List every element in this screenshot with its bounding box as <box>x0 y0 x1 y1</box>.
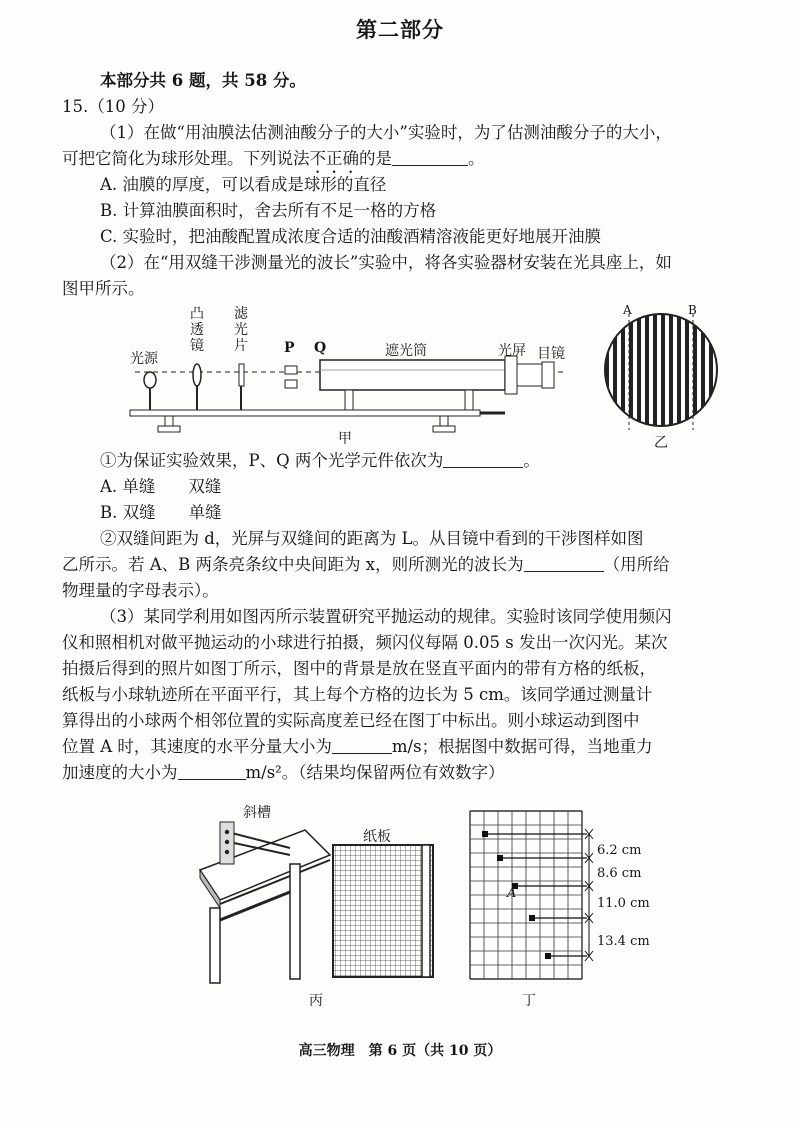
p2-sub2-line2-post: （用所给 <box>603 555 670 574</box>
p1-line2-end: 。 <box>468 149 485 168</box>
p3-line1: （3）某同学利用如图丙所示装置研究平抛运动的规律。实验时该同学使用频闪 <box>100 607 672 626</box>
p2-sub2-line2-pre: 乙所示。若 A、B 两条亮条纹中央间距为 x，则所测光的波长为 <box>62 555 524 574</box>
p2-sub2-line3: 物理量的字母表示）。 <box>62 581 219 600</box>
interference-pattern-figure <box>595 300 730 430</box>
p2-sub1 <box>100 450 540 472</box>
label-eyepiece: 目镜 <box>537 346 565 362</box>
p1-emphasis: 不正确 <box>309 149 359 168</box>
p2-sub1-text: ①为保证实验效果，P、Q 两个光学元件依次为 <box>100 451 444 470</box>
ball-position <box>482 831 488 837</box>
ball-position <box>545 953 551 959</box>
p3-line7 <box>62 762 505 784</box>
label-point-a: A <box>507 886 517 901</box>
label-height-2: 8.6 cm <box>597 866 642 881</box>
fringe-dark <box>669 310 673 430</box>
p3-line4: 纸板与小球轨迹所在平面平行，其上每个方格的边长为 5 cm。该同学通过测量计 <box>62 685 653 704</box>
p2-line1: （2）在“用双缝干涉测量光的波长”实验中，将各实验器材安装在光具座上，如 <box>100 253 672 272</box>
page-footer: 高三物理 第 6 页（共 10 页） <box>298 1043 502 1059</box>
label-height-1: 6.2 cm <box>597 843 642 858</box>
label-filter: 滤光片 <box>234 306 248 354</box>
p3-line6-mid: m/s；根据图中数据可得，当地重力 <box>391 737 653 756</box>
label-p: P <box>284 340 295 356</box>
ball-position <box>529 915 535 921</box>
p2-sub2-line1: ②双缝间距为 d，光屏与双缝间的距离为 L。从目镜中看到的干涉图样如图 <box>100 529 644 548</box>
dimension-arrow <box>585 829 593 834</box>
label-tube: 遮光筒 <box>385 343 427 359</box>
p2-sub1-end: 。 <box>523 451 540 470</box>
p2-sub1-option-a: A. 单缝 双缝 <box>100 477 222 496</box>
fringe-dark <box>661 310 665 430</box>
p1-line2 <box>62 148 485 177</box>
answer-blank-4 <box>332 737 392 754</box>
caption-ding: 丁 <box>522 993 536 1009</box>
p3-line6 <box>62 736 653 758</box>
p1-line2-pre: 可把它简化为球形处理。下列说法 <box>62 149 310 168</box>
p1-option-c: C. 实验时，把油酸配置成浓度合适的油酸酒精溶液能更好地展开油膜 <box>100 227 602 246</box>
fringe-dark <box>677 310 681 430</box>
label-board: 纸板 <box>363 829 391 845</box>
p3-line2: 仪和照相机对做平抛运动的小球进行拍摄，频闪仪每隔 0.05 s 发出一次闪光。某次 <box>62 633 668 652</box>
label-convex-lens: 凸透镜 <box>190 306 204 354</box>
fringe-dark <box>709 310 713 430</box>
p3-line7-post: m/s²。（结果均保留两位有效数字） <box>245 763 505 782</box>
p2-sub1-option-b: B. 双缝 单缝 <box>100 503 222 522</box>
p3-line7-pre: 加速度的大小为 <box>62 763 178 782</box>
p3-line3: 拍摄后得到的照片如图丁所示，图中的背景是放在竖直平面内的带有方格的纸板， <box>62 659 656 678</box>
ball-position <box>497 855 503 861</box>
caption-yi: 乙 <box>654 435 668 451</box>
projectile-apparatus-figure <box>190 800 440 990</box>
label-height-4: 13.4 cm <box>597 934 650 949</box>
fringe-dark <box>685 310 689 430</box>
label-chute: 斜槽 <box>243 805 271 821</box>
label-fringe-a: A <box>623 303 632 317</box>
question-number: 15.（10 分） <box>62 97 164 116</box>
p1-line2-post: 的是 <box>359 149 392 168</box>
caption-bing: 丙 <box>309 993 323 1009</box>
label-fringe-b: B <box>688 303 697 317</box>
label-height-3: 11.0 cm <box>597 896 650 911</box>
p3-line5: 算得出的小球两个相邻位置的实际高度差已经在图丁中标出。则小球运动到图中 <box>62 711 640 730</box>
fringe-dark <box>701 310 705 430</box>
caption-jia: 甲 <box>338 431 352 447</box>
answer-blank-5 <box>178 763 246 780</box>
p1-line1: （1）在做“用油膜法估测油酸分子的大小”实验时，为了估测油酸分子的大小， <box>100 123 672 142</box>
answer-blank-2 <box>443 451 523 468</box>
fringe-dark <box>653 310 657 430</box>
label-light-source: 光源 <box>130 351 158 367</box>
answer-blank-3 <box>524 555 604 572</box>
fringe-dark <box>645 310 649 430</box>
p1-option-b: B. 计算油膜面积时，舍去所有不足一格的方格 <box>100 201 437 220</box>
answer-blank-1 <box>392 149 468 166</box>
page-title: 第二部分 <box>356 17 444 42</box>
p3-line6-pre: 位置 A 时，其速度的水平分量大小为 <box>62 737 332 756</box>
fringe-dark <box>613 310 617 430</box>
p2-line2: 图甲所示。 <box>62 279 145 298</box>
label-screen: 光屏 <box>498 343 526 359</box>
p1-option-a: A. 油膜的厚度，可以看成是球形的直径 <box>100 175 387 194</box>
fringe-dark <box>637 310 641 430</box>
section-intro: 本部分共 6 题，共 58 分。 <box>100 71 306 90</box>
label-q: Q <box>314 340 327 356</box>
fringe-dark <box>693 310 697 430</box>
fringe-dark <box>629 310 633 430</box>
p2-sub2-line2 <box>62 554 670 576</box>
